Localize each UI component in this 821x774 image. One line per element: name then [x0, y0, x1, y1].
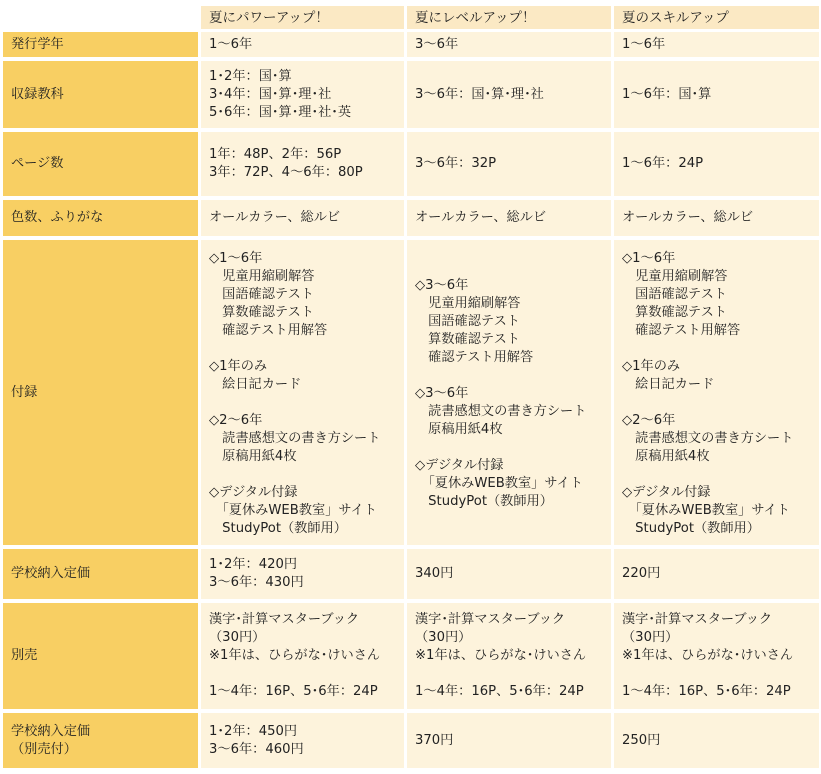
column-header-level-up: 夏にレベルアップ！: [407, 6, 611, 29]
table-cell: 1～6年: [614, 32, 819, 57]
table-cell: オールカラー、総ルビ: [407, 200, 611, 236]
column-header-power-up: 夏にパワーアップ！: [201, 6, 404, 29]
table-cell: 3～6年：国･算･理･社: [407, 61, 611, 128]
column-header-skill-up: 夏のスキルアップ: [614, 6, 819, 29]
table-cell: 漢字･計算マスターブック （30円） ※1年は、ひらがな･けいさん 1～4年：16P、5･6年：24P: [614, 603, 819, 709]
table-cell: ◇1～6年 児童用縮刷解答 国語確認テスト 算数確認テスト 確認テスト用解答 ◇1年のみ 絵日記カード ◇2～6年 読書感想文の書き方シート 原稿用紙4枚 ◇デジタル付録 「夏休みWEB教室」サイト StudyPot（教師用）: [201, 240, 404, 545]
table-cell: 3～6年：32P: [407, 132, 611, 196]
table-cell: 1･2年：450円 3～6年：460円: [201, 713, 404, 768]
row-label-school-price: 学校納入定価: [3, 549, 198, 599]
table-cell: 370円: [407, 713, 611, 768]
row-label-supplements: 付録: [3, 240, 198, 545]
row-label-color-furigana: 色数、ふりがな: [3, 200, 198, 236]
table-cell: 3～6年: [407, 32, 611, 57]
table-cell: 漢字･計算マスターブック （30円） ※1年は、ひらがな･けいさん 1～4年：16P、5･6年：24P: [201, 603, 404, 709]
row-label-subjects: 収録教科: [3, 61, 198, 128]
table-cell: ◇1～6年 児童用縮刷解答 国語確認テスト 算数確認テスト 確認テスト用解答 ◇1年のみ 絵日記カード ◇2～6年 読書感想文の書き方シート 原稿用紙4枚 ◇デジタル付録 「夏休みWEB教室」サイト StudyPot（教師用）: [614, 240, 819, 545]
table-cell: 1～6年：国･算: [614, 61, 819, 128]
table-cell: 1年：48P、2年：56P 3年：72P、4～6年：80P: [201, 132, 404, 196]
table-cell: 220円: [614, 549, 819, 599]
table-cell: 1･2年：420円 3～6年：430円: [201, 549, 404, 599]
table-cell: 340円: [407, 549, 611, 599]
table-cell: ◇3～6年 児童用縮刷解答 国語確認テスト 算数確認テスト 確認テスト用解答 ◇3～6年 読書感想文の書き方シート 原稿用紙4枚 ◇デジタル付録 「夏休みWEB教室」サイト StudyPot（教師用）: [407, 240, 611, 545]
row-label-pages: ページ数: [3, 132, 198, 196]
table-cell: 1～6年: [201, 32, 404, 57]
row-label-school-price-with-extra: 学校納入定価 （別売付）: [3, 713, 198, 768]
row-label-grade: 発行学年: [3, 32, 198, 57]
table-cell: オールカラー、総ルビ: [201, 200, 404, 236]
table-cell: 1･2年：国･算 3･4年：国･算･理･社 5･6年：国･算･理･社･英: [201, 61, 404, 128]
table-cell: 漢字･計算マスターブック （30円） ※1年は、ひらがな･けいさん 1～4年：16P、5･6年：24P: [407, 603, 611, 709]
row-label-sold-separately: 別売: [3, 603, 198, 709]
table-cell: 250円: [614, 713, 819, 768]
table-cell: オールカラー、総ルビ: [614, 200, 819, 236]
table-cell: 1～6年：24P: [614, 132, 819, 196]
